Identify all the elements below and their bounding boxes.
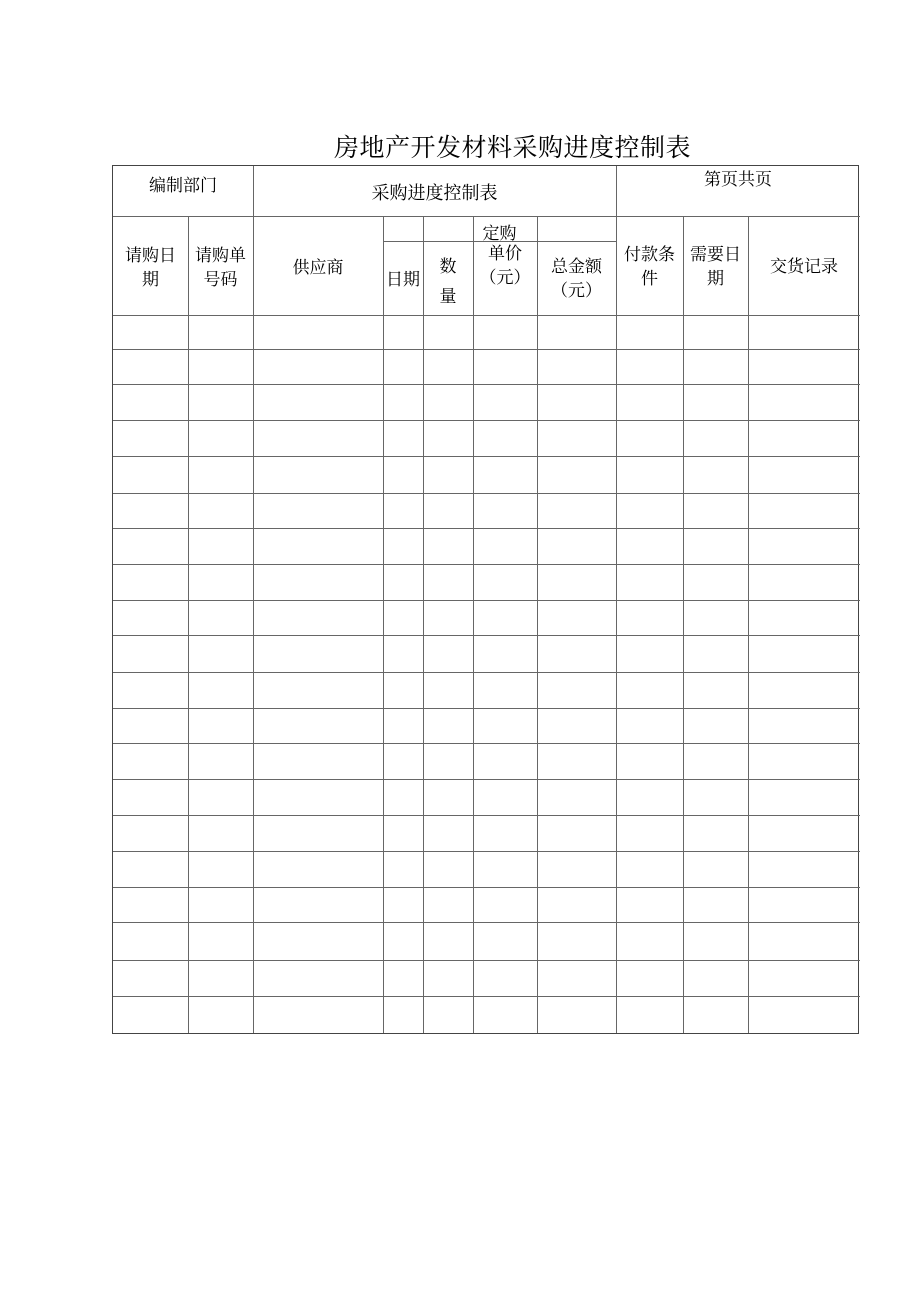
- col-line: [473, 216, 474, 1033]
- col-delivery-record: 交货记录: [770, 257, 838, 277]
- col-line: [383, 216, 384, 1033]
- col-total-amount: 总金额 （元）: [551, 257, 602, 301]
- col-order-group: 定购: [482, 224, 517, 241]
- dept-label: 编制部门: [149, 176, 217, 196]
- col-required-date: 需要日 期: [690, 245, 741, 289]
- col-line: [423, 216, 424, 1033]
- col-line: [748, 216, 749, 1033]
- col-supplier: 供应商: [292, 258, 344, 278]
- col-line: [683, 216, 684, 1033]
- procurement-table: [112, 165, 859, 1034]
- order-subheader-line: [383, 241, 616, 242]
- dept-value: 采购进度控制表: [371, 183, 498, 204]
- col-line: [253, 166, 254, 1033]
- col-request-no: 请购单 号码: [195, 246, 246, 290]
- col-order-date: 日期: [386, 270, 420, 290]
- col-request-date: 请购日 期: [125, 246, 176, 290]
- col-unit-price: 单价 （元）: [479, 244, 531, 288]
- col-line: [616, 166, 617, 1033]
- col-payment-terms: 付款条 件: [624, 245, 675, 289]
- page-count-label: 第页共页: [704, 170, 772, 190]
- col-line: [537, 216, 538, 1033]
- col-quantity: 数 量: [439, 257, 457, 307]
- col-line: [188, 216, 189, 1033]
- page-title: 房地产开发材料采购进度控制表: [333, 133, 691, 162]
